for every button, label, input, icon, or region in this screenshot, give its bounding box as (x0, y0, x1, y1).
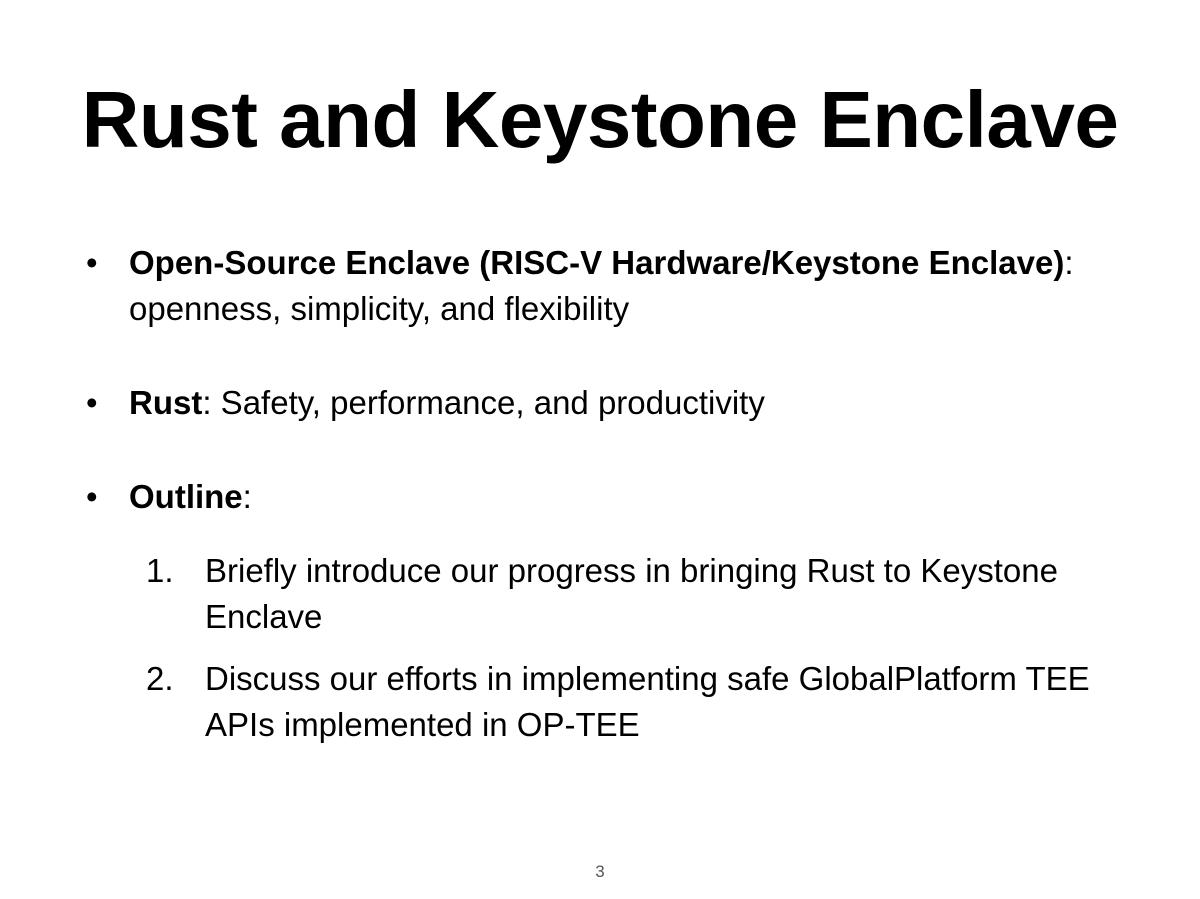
bullet-rust (86, 380, 1126, 426)
outline-item-number: 1. (146, 552, 174, 589)
bullet-term: Outline (129, 478, 243, 515)
bullet-outline (86, 474, 1126, 748)
outline-item-text: Briefly introduce our progress in bringing Rust to Keystone Enclave (205, 552, 1058, 635)
outline-item-number: 2. (146, 660, 174, 697)
bullet-text: Safety, performance, and productivity (211, 384, 765, 421)
bullet-separator: : (242, 478, 252, 515)
bullet-term: Rust (129, 384, 203, 421)
bullet-list (86, 240, 1126, 764)
outline-item (129, 548, 1126, 640)
bullet-separator: : (1064, 244, 1074, 281)
outline-item-text: Discuss our efforts in implementing safe GlobalPlatform TEE APIs implemented in OP-TEE (205, 660, 1090, 743)
bullet-open-source-enclave (86, 240, 1126, 332)
slide-title: Rust and Keystone Enclave (81, 75, 1119, 164)
page-number: 3 (595, 862, 605, 881)
outline-list (129, 548, 1126, 748)
bullet-separator: : (202, 384, 212, 421)
bullet-text: openness, simplicity, and flexibility (129, 290, 630, 327)
bullet-term: Open-Source Enclave (RISC-V Hardware/Keystone Enclave) (129, 244, 1065, 281)
outline-item (129, 656, 1126, 748)
